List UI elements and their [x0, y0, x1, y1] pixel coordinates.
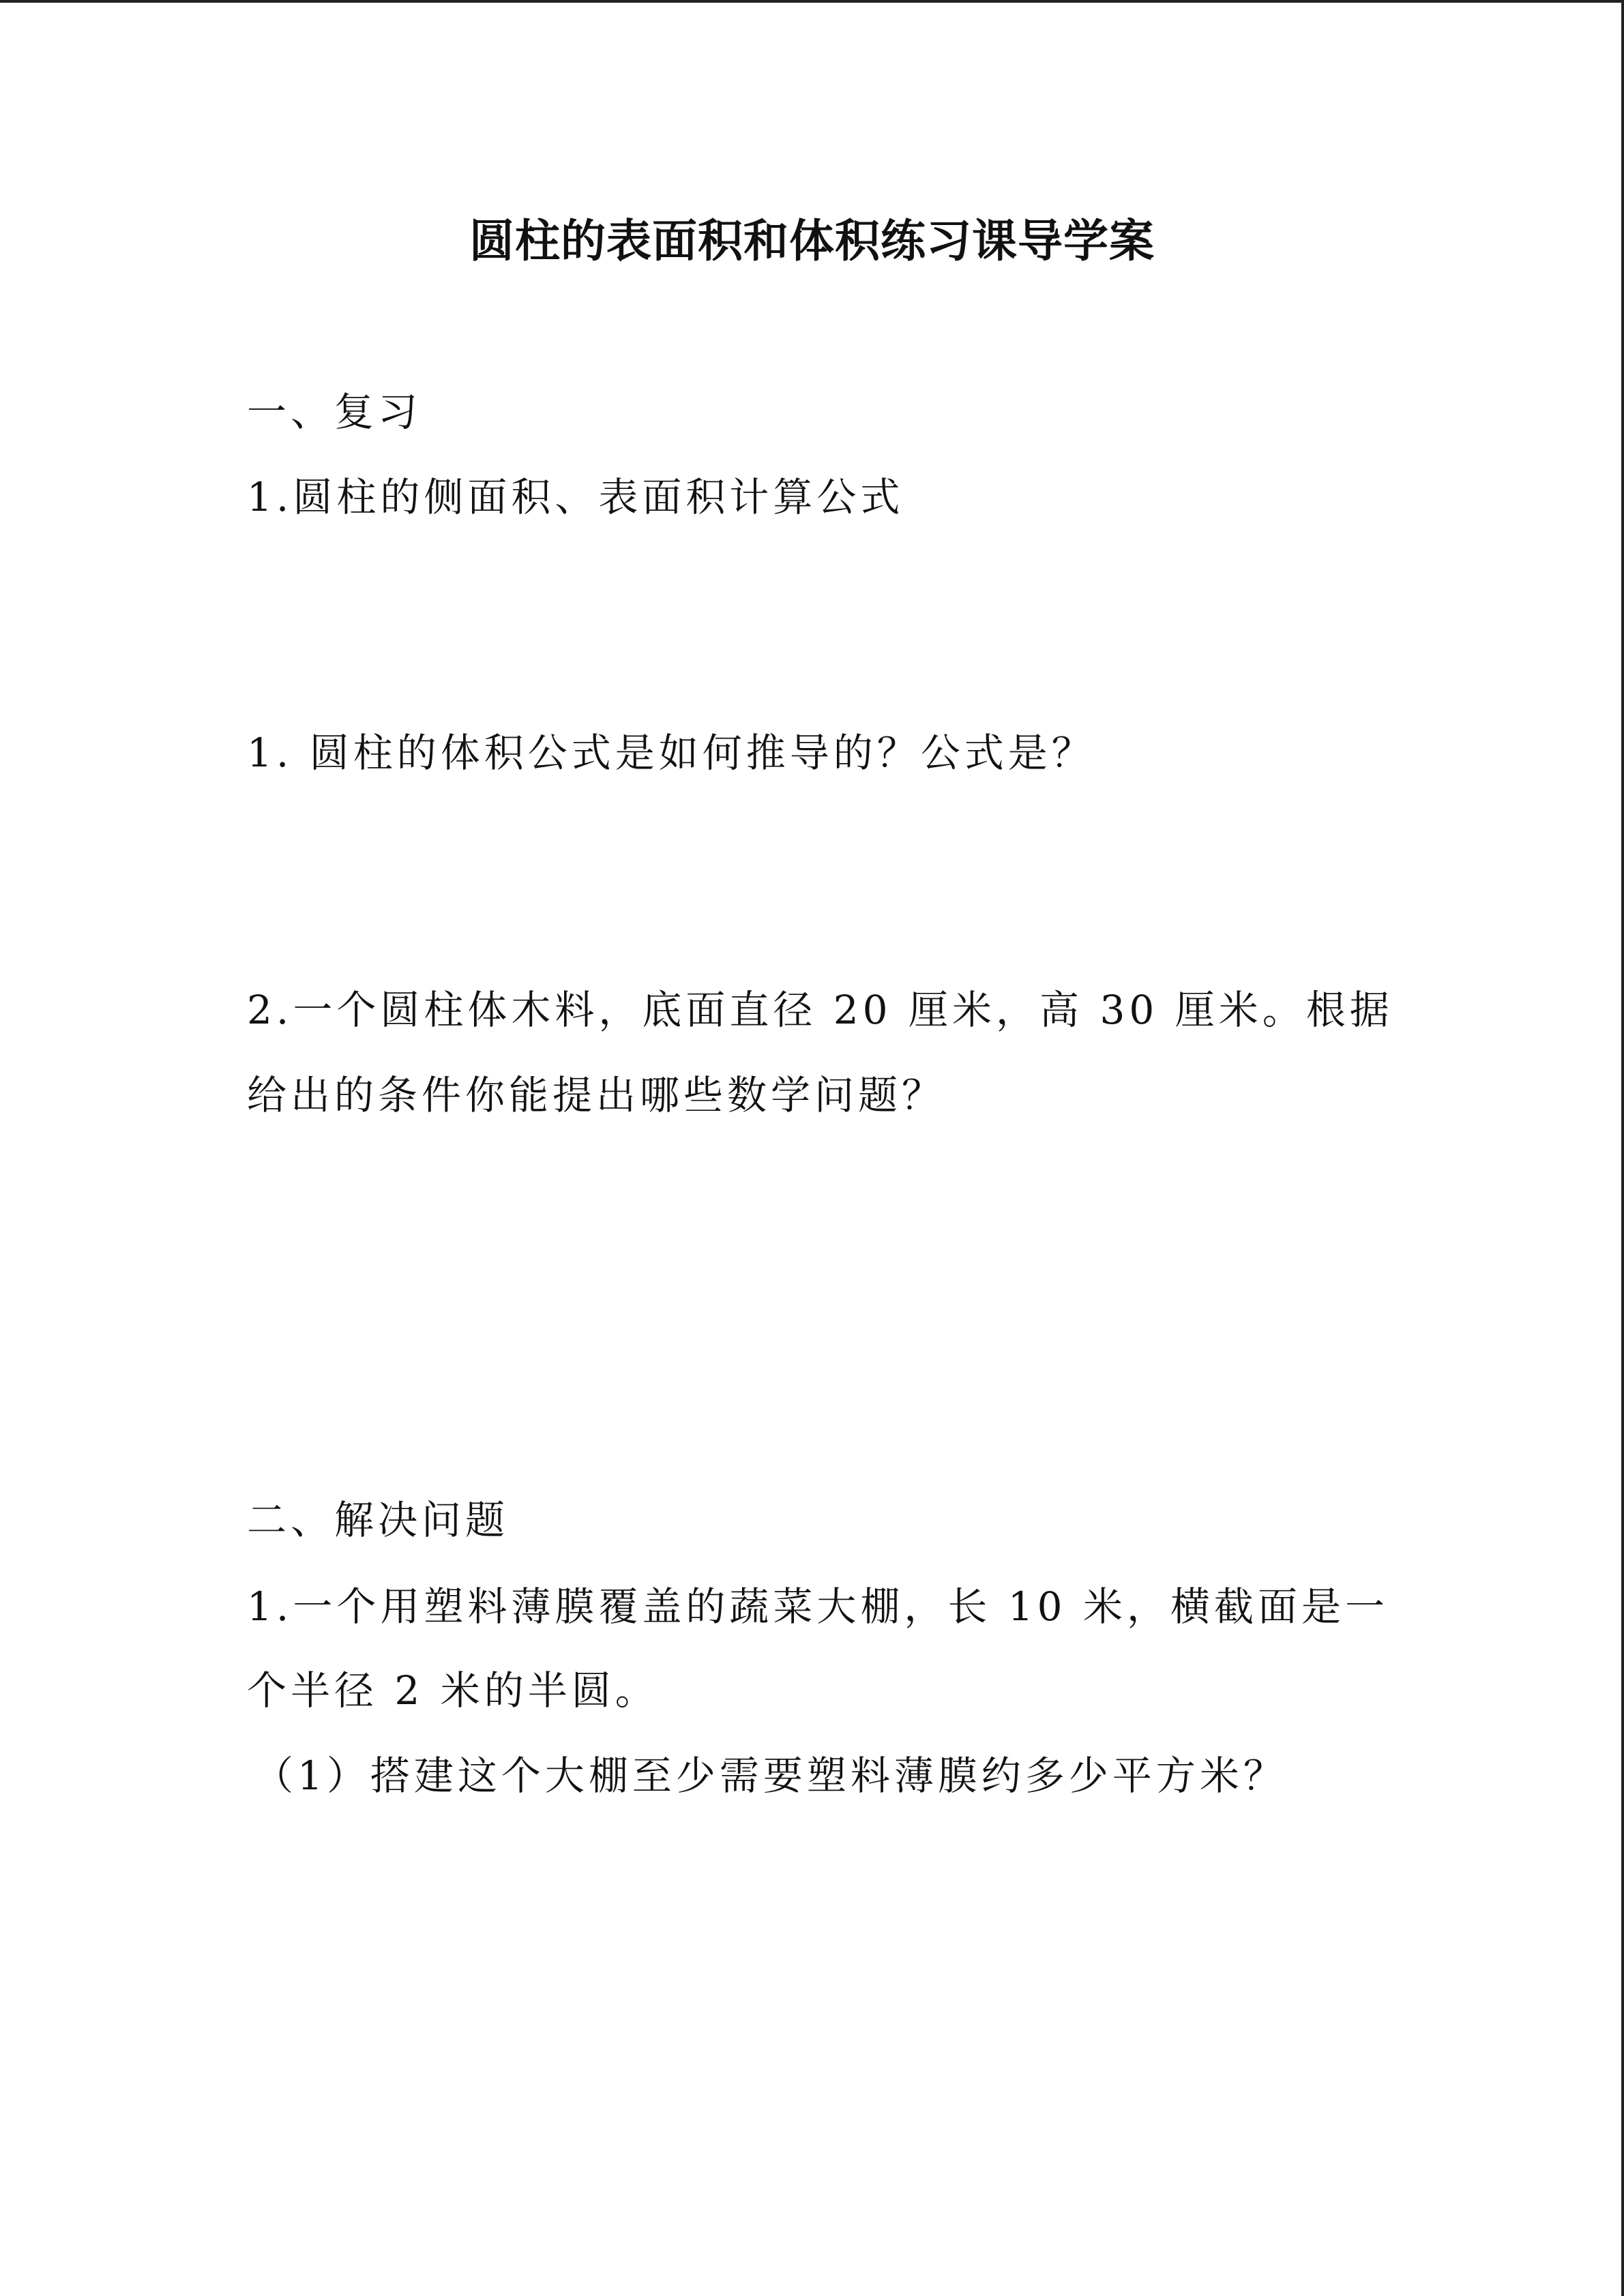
review-item-volume-formula: 1. 圆柱的体积公式是如何推导的？公式是？ [247, 730, 1095, 776]
problem-greenhouse-line1: 1.一个用塑料薄膜覆盖的蔬菜大棚，长 10 米，横截面是一 [247, 1583, 1389, 1630]
problem-greenhouse-line2: 个半径 2 米的半圆。 [247, 1667, 659, 1714]
review-item-surface-area-formula: 1.圆柱的侧面积、表面积计算公式 [247, 474, 904, 520]
review-item-cylinder-wood-line1: 2.一个圆柱体木料，底面直径 20 厘米，高 30 厘米。根据 [247, 987, 1393, 1033]
document-title: 圆柱的表面积和体积练习课导学案 [469, 215, 1155, 267]
section-heading-review: 一、复习 [247, 389, 422, 435]
section-heading-problem-solving: 二、解决问题 [247, 1497, 510, 1543]
problem-greenhouse-subquestion-1: （1）搭建这个大棚至少需要塑料薄膜约多少平方米？ [254, 1753, 1287, 1799]
review-item-cylinder-wood-line2: 给出的条件你能提出哪些数学问题？ [247, 1072, 946, 1118]
